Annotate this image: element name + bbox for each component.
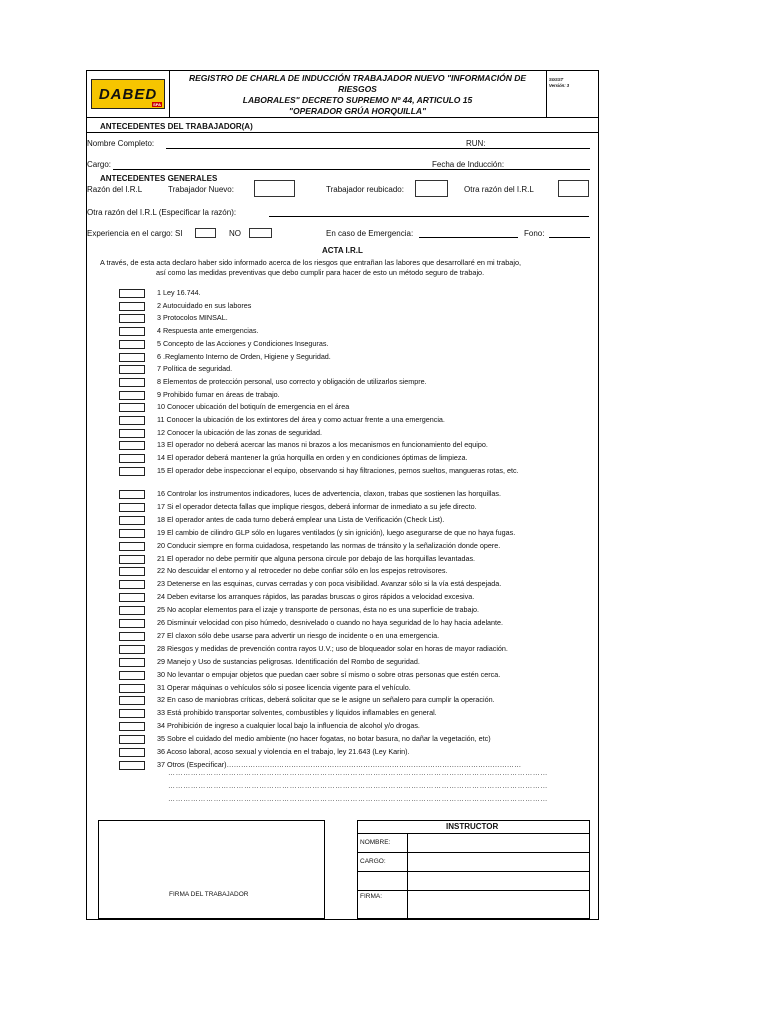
trabajador-nuevo-box[interactable] [254,180,295,197]
table-row-divider [358,871,589,872]
item-checkbox[interactable] [119,761,145,770]
divider [86,132,599,133]
item-checkbox[interactable] [119,606,145,615]
instructor-firma-label: FIRMA: [360,893,383,900]
cargo-label: Cargo: [87,160,112,169]
item-checkbox[interactable] [119,353,145,362]
list-item: 19 El cambio de cilindro GLP sólo en lugares ventilados (y sin ignición), luego asegurarse de que no haya fugas. [157,527,516,537]
list-item: 21 El operador no debe permitir que alguna persona circule por debajo de las horquillas levantadas. [157,553,476,563]
emergencia-label: En caso de Emergencia: [326,229,414,238]
otra-razon-label: Otra razón del I.R.L [464,185,534,194]
title-line-2: LABORALES" DECRETO SUPREMO Nº 44, ARTICULO 15 [242,95,473,105]
otra-razon-especificar-label: Otra razón del I.R.L (Especificar la razón): [87,208,237,217]
experiencia-no-box[interactable] [249,228,272,238]
item-checkbox[interactable] [119,503,145,512]
list-item: 28 Riesgos y medidas de prevención contra rayos U.V.; uso de bloqueador solar en horas de mayor radiación. [157,643,508,653]
list-item: 37 Otros (Especificar)…………………………………………………………………………………………………………… [157,759,522,769]
company-logo [91,79,165,109]
section-heading-trabajador: ANTECEDENTES DEL TRABAJADOR(A) [100,122,253,131]
item-checkbox[interactable] [119,696,145,705]
firma-trabajador-box[interactable] [98,820,325,919]
list-item: 12 Conocer la ubicación de las zonas de seguridad. [157,427,323,437]
otra-razon-box[interactable] [558,180,589,197]
list-item: 14 El operador deberá mantener la grúa horquilla en orden y en condiciones óptimas de limpieza. [157,453,468,463]
item-checkbox[interactable] [119,529,145,538]
item-checkbox[interactable] [119,429,145,438]
list-item: 24 Deben evitarse los arranques rápidos, las paradas bruscas o giros rápidos a velocidad excesiva. [157,592,475,602]
logo-cell [87,71,170,117]
list-item: 8 Elementos de protección personal, uso correcto y obligación de utilizarlos siempre. [157,376,427,386]
firma-trabajador-label: FIRMA DEL TRABAJADOR [169,891,249,898]
list-item: 6 .Reglamento Interno de Orden, Higiene y Seguridad. [157,351,331,361]
meta-version: Versión: 3 [549,82,570,88]
item-checkbox[interactable] [119,567,145,576]
trabajador-reubicado-box[interactable] [415,180,448,197]
nombre-field[interactable] [166,148,590,149]
item-checkbox[interactable] [119,735,145,744]
list-item: 35 Sobre el cuidado del medio ambiente (no hacer fogatas, no botar basura, no dañar la vegetación, etc) [157,734,491,744]
list-item: 10 Conocer ubicación del botiquín de emergencia en el área [157,402,350,412]
document-meta [547,71,598,117]
list-item: 15 El operador debe inspeccionar el equipo, observando si hay filtraciones, pernos sueltos, mangueras rotas, etc. [157,465,519,475]
list-item: 17 Si el operador detecta fallas que implique riesgos, deberá informar de inmediato a su jefe directo. [157,501,477,511]
list-item: 1 Ley 16.744. [157,288,201,297]
list-item: 29 Manejo y Uso de sustancias peligrosas. Identificación del Rombo de seguridad. [157,656,420,666]
instructor-heading: INSTRUCTOR [446,822,499,831]
otros-dotted-line[interactable]: …………………………………………………………………………………………………………………………………… [168,796,548,803]
acta-heading: ACTA I.R.L [322,246,363,255]
item-checkbox[interactable] [119,555,145,564]
list-item: 16 Controlar los instrumentos indicadores, luces de advertencia, claxon, trabas que sostienen las horquillas. [157,489,501,498]
item-checkbox[interactable] [119,314,145,323]
list-item: 20 Conducir siempre en forma cuidadosa, respetando las normas de tránsito y la señalización donde opere. [157,540,501,550]
fono-field[interactable] [549,237,590,238]
logo-text: DABED [98,85,158,103]
otros-dotted-line[interactable]: …………………………………………………………………………………………………………………………………… [168,783,548,790]
item-checkbox[interactable] [119,378,145,387]
run-label: RUN: [466,139,486,148]
item-checkbox[interactable] [119,709,145,718]
experiencia-label: Experiencia en el cargo: SI [87,229,183,238]
otra-razon-field[interactable] [269,216,589,217]
list-item: 13 El operador no deberá acercar las manos ni brazos a los mecanismos en funcionamiento del equipo. [157,440,488,450]
trabajador-reubicado-label: Trabajador reubicado: [326,185,404,194]
list-item: 34 Prohibición de ingreso a cualquier local bajo la influencia de alcohol y/o drogas. [157,721,420,731]
item-checkbox[interactable] [119,671,145,680]
item-checkbox[interactable] [119,340,145,349]
item-checkbox[interactable] [119,645,145,654]
instructor-cargo-field[interactable] [408,853,588,870]
instructor-cargo-label: CARGO: [360,858,386,865]
item-checkbox[interactable] [119,327,145,336]
instructor-table [357,820,590,919]
item-checkbox[interactable] [119,684,145,693]
razon-irl-label: Razón del I.R.L [87,185,143,194]
cargo-field[interactable] [113,169,590,170]
logo-tag: SPA [153,102,161,107]
item-checkbox[interactable] [119,403,145,412]
item-checkbox[interactable] [119,302,145,311]
otros-dotted-line[interactable]: …………………………………………………………………………………………………………………………………… [168,770,548,777]
form-title [169,71,547,117]
list-item: 31 Operar máquinas o vehículos sólo si posee licencia vigente para el vehículo. [157,682,411,692]
list-item: 9 Prohibido fumar en áreas de trabajo. [157,389,280,399]
item-checkbox[interactable] [119,722,145,731]
trabajador-nuevo-label: Trabajador Nuevo: [168,185,234,194]
list-item: 36 Acoso laboral, acoso sexual y violencia en el trabajo, ley 21.643 (Ley Karin). [157,747,410,756]
title-line-1: REGISTRO DE CHARLA DE INDUCCIÓN TRABAJADOR NUEVO "INFORMACIÓN DE RIESGOS [188,73,527,94]
acta-intro-line-1: A través, de esta acta declaro haber sido informado acerca de los riesgos que entrañan las labores que desarrollaré en mi trabajo, [100,258,522,267]
list-item: 4 Respuesta ante emergencias. [157,326,259,336]
list-item: 22 No descuidar el entorno y al retroceder no debe confiar sólo en los espejos retrovisores. [157,566,448,576]
item-checkbox[interactable] [119,454,145,463]
list-item: 2 Autocuidado en sus labores [157,300,252,310]
fono-label: Fono: [524,229,545,238]
item-checkbox[interactable] [119,391,145,400]
instructor-nombre-field[interactable] [408,834,588,851]
list-item: 30 No levantar o empujar objetos que puedan caer sobre sí mismo o sobre otras personas que estén cerca. [157,669,501,679]
acta-intro-line-2: así como las medidas preventivas que debo cumplir para hacer de esto un método seguro de trabajo. [156,268,485,277]
fecha-induccion-label: Fecha de Inducción: [432,160,505,169]
instructor-firma-field[interactable] [408,891,588,918]
list-item: 33 Está prohibido transportar solventes, combustibles y líquidos inflamables en general. [157,708,437,718]
item-checkbox[interactable] [119,632,145,641]
list-item: 25 No acoplar elementos para el izaje y transporte de personas, ésta no es una superficie de trabajo. [157,605,480,615]
form-header [86,70,599,118]
item-checkbox[interactable] [119,542,145,551]
item-checkbox[interactable] [119,289,145,298]
list-item: 3 Protocolos MINSAL. [157,313,228,323]
item-checkbox[interactable] [119,467,145,476]
item-checkbox[interactable] [119,365,145,374]
item-checkbox[interactable] [119,748,145,757]
list-item: 23 Detenerse en las esquinas, curvas cerradas y con poca visibilidad. Avanzar sólo si la vía está despejada. [157,579,502,589]
list-item: 18 El operador antes de cada turno deberá emplear una Lista de Verificación (Check List). [157,514,445,524]
section-heading-generales: ANTECEDENTES GENERALES [100,174,218,183]
list-item: 7 Política de seguridad. [157,364,233,374]
item-checkbox[interactable] [119,580,145,589]
list-item: 32 En caso de maniobras críticas, deberá solicitar que se le asigne un señalero para cumplir la operación. [157,695,495,705]
list-item: 26 Disminuir velocidad con piso húmedo, desnivelado o cuando no haya seguridad de lo hay hacia adelante. [157,618,504,627]
list-item: 11 Conocer la ubicación de los extintores del área y como actuar frente a una emergencia. [157,415,445,424]
title-line-3: "OPERADOR GRÚA HORQUILLA" [288,106,427,116]
item-checkbox[interactable] [119,441,145,450]
instructor-nombre-label: NOMBRE: [360,839,391,846]
item-checkbox[interactable] [119,658,145,667]
emergencia-field[interactable] [419,237,518,238]
item-checkbox[interactable] [119,490,145,499]
item-checkbox[interactable] [119,416,145,425]
item-checkbox[interactable] [119,516,145,525]
list-item: 27 El claxon sólo debe usarse para advertir un riesgo de incidente o en una emergencia. [157,630,440,640]
item-checkbox[interactable] [119,593,145,602]
list-item: 5 Concepto de las Acciones y Condiciones Inseguras. [157,338,329,348]
meta-system: SGSST [549,77,564,82]
experiencia-si-box[interactable] [195,228,216,238]
experiencia-no-label: NO [229,229,241,238]
item-checkbox[interactable] [119,619,145,628]
nombre-label: Nombre Completo: [87,139,155,148]
